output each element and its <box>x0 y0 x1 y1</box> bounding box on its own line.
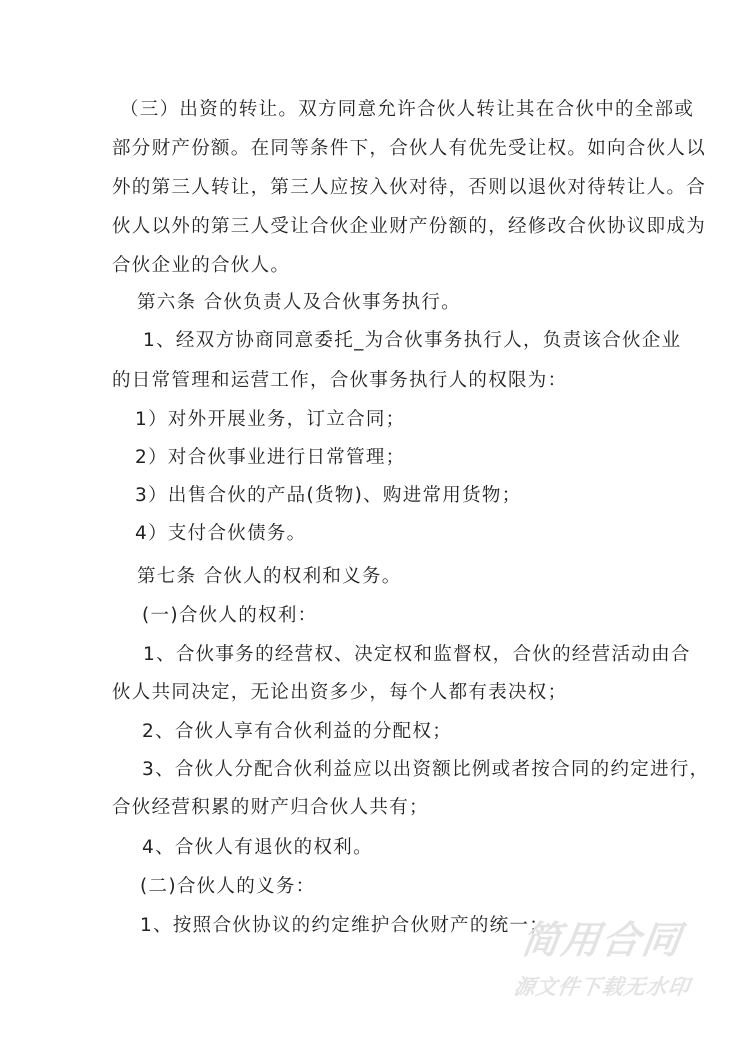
text-line: （三）出资的转让。双方同意允许合伙人转让其在合伙中的全部或 <box>120 99 695 120</box>
list-item: 4）支付合伙债务。 <box>135 523 307 544</box>
text-line: 伙人共同决定，无论出资多少，每个人都有表决权； <box>112 682 568 703</box>
text-line: 1、合伙事务的经营权、决定权和监督权，合伙的经营活动由合 <box>143 644 691 665</box>
list-item: 2）对合伙事业进行日常管理； <box>135 447 406 468</box>
article-heading: 第七条 合伙人的权利和义务。 <box>137 566 402 587</box>
list-item: 4、合伙人有退伙的权利。 <box>142 837 373 858</box>
text-line: 伙人以外的第三人受让合伙企业财产份额的，经修改合伙协议即成为 <box>112 216 707 237</box>
list-item: 1、按照合伙协议的约定维护合伙财产的统一； <box>140 915 550 936</box>
text-line: 外的第三人转让，第三人应按入伙对待，否则以退伙对待转让人。合 <box>112 177 707 198</box>
list-item: 2、合伙人享有合伙利益的分配权； <box>142 721 453 742</box>
article-heading: 第六条 合伙负责人及合伙事务执行。 <box>137 292 461 313</box>
list-item: 3）出售合伙的产品(货物)、购进常用货物； <box>135 485 522 506</box>
watermark-subtitle: 源文件下载无水印 <box>512 975 692 999</box>
section-heading: (一)合伙人的权利： <box>142 605 318 626</box>
text-line: 的日常管理和运营工作，合伙事务执行人的权限为： <box>112 370 568 391</box>
text-line: 合伙企业的合伙人。 <box>112 255 291 276</box>
watermark-title: 简用合同 <box>518 918 686 962</box>
text-line: 合伙经营积累的财产归合伙人共有； <box>112 797 429 818</box>
section-heading: (二)合伙人的义务： <box>140 876 316 897</box>
list-item: 1）对外开展业务，订立合同； <box>135 409 406 430</box>
text-line: 部分财产份额。在同等条件下，合伙人有优先受让权。如向合伙人以 <box>112 138 707 159</box>
text-line: 1、经双方协商同意委托_为合伙事务执行人，负责该合伙企业 <box>143 330 682 351</box>
list-item: 3、合伙人分配合伙利益应以出资额比例或者按合同的约定进行， <box>142 759 710 780</box>
